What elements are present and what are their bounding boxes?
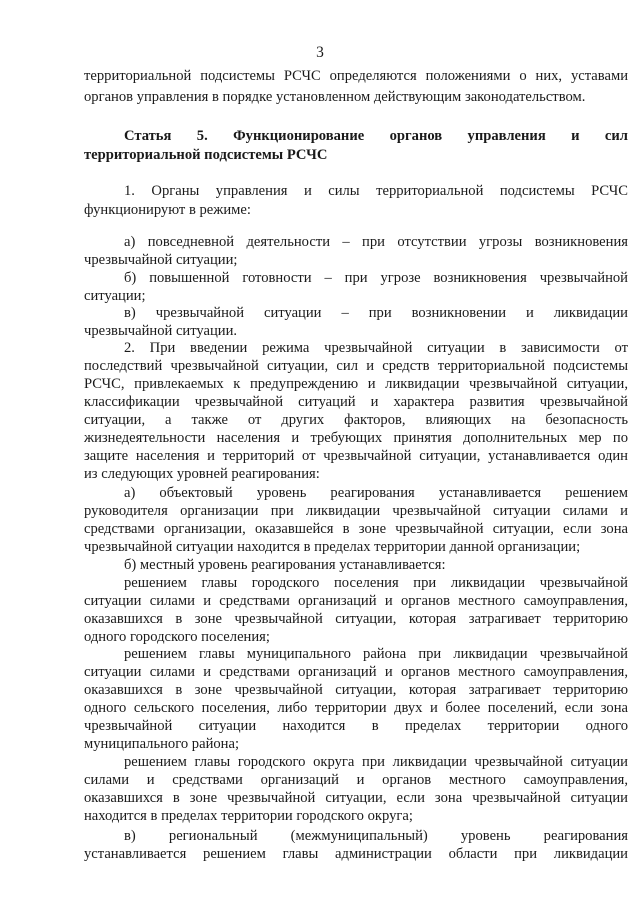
text-line: функционируют в режиме: bbox=[84, 202, 251, 218]
text-line: органов управления в порядке установленном действующим законодательством. bbox=[84, 89, 586, 105]
level-v: в) региональный (межмуниципальный) уровень реагирования bbox=[124, 828, 628, 844]
text-line: муниципального района; bbox=[84, 736, 240, 752]
text-line: чрезвычайной ситуации находится в пределах территории данной организации; bbox=[84, 539, 581, 555]
text-line: чрезвычайной ситуации; bbox=[84, 252, 238, 268]
list-item-b: б) повышенной готовности – при угрозе возникновения чрезвычайной bbox=[124, 270, 628, 286]
article-heading-cont: территориальной подсистемы РСЧС bbox=[84, 147, 328, 163]
text-line: решением главы городского поселения при ликвидации чрезвычайной bbox=[124, 575, 628, 591]
paragraph-2-start: 2. При введении режима чрезвычайной ситуации в зависимости от bbox=[124, 340, 628, 356]
text-line: территориальной подсистемы РСЧС определяются положениями о них, уставами bbox=[84, 68, 628, 84]
text-line: устанавливается решением главы администрации области при ликвидации bbox=[84, 846, 628, 862]
text-line: средствами организации, оказавшейся в зоне чрезвычайной ситуации, если зона bbox=[84, 521, 628, 537]
article-heading: Статья 5. Функционирование органов управления и сил bbox=[124, 128, 628, 144]
text-line: ситуации; bbox=[84, 288, 146, 304]
list-item-a: а) повседневной деятельности – при отсутствии угрозы возникновения bbox=[124, 234, 628, 250]
text-line: одного сельского поселения, либо территории двух и более поселений, если зона bbox=[84, 700, 628, 716]
text-line: ситуации силами и средствами организаций и органов местного самоуправления, bbox=[84, 664, 628, 680]
text-line: оказавшихся в зоне чрезвычайной ситуации, которая затрагивает территорию bbox=[84, 611, 628, 627]
text-line: чрезвычайной ситуации. bbox=[84, 323, 238, 339]
text-line: ситуации силами и средствами организаций и органов местного самоуправления, bbox=[84, 593, 628, 609]
text-line: ситуации, а также от других факторов, влияющих на безопасность bbox=[84, 412, 628, 428]
text-line: оказавшихся в зоне чрезвычайной ситуации, если зона чрезвычайной ситуации bbox=[84, 790, 628, 806]
text-line: классификации чрезвычайной ситуаций и характера развития чрезвычайной bbox=[84, 394, 628, 410]
list-item-v: в) чрезвычайной ситуации – при возникновении и ликвидации bbox=[124, 305, 628, 321]
text-line: 1. Органы управления и силы территориальной подсистемы РСЧС bbox=[124, 183, 628, 199]
text-line: решением главы городского округа при ликвидации чрезвычайной ситуации bbox=[124, 754, 628, 770]
text-line: оказавшихся в зоне чрезвычайной ситуации, которая затрагивает территорию bbox=[84, 682, 628, 698]
page-number: 3 bbox=[316, 44, 324, 61]
text-line: чрезвычайной ситуации находится в пределах территории одного bbox=[84, 718, 628, 734]
text-line: РСЧС, привлекаемых к предупреждению и ликвидации чрезвычайной ситуации, bbox=[84, 376, 628, 392]
level-a: а) объектовый уровень реагирования устанавливается решением bbox=[124, 485, 628, 501]
text-line: одного городского поселения; bbox=[84, 629, 270, 645]
text-line: решением главы муниципального района при ликвидации чрезвычайной bbox=[124, 646, 628, 662]
text-line: последствий чрезвычайной ситуации, сил и средств территориальной подсистемы bbox=[84, 358, 628, 374]
text-line: находится в пределах территории городского округа; bbox=[84, 808, 413, 824]
text-line: силами и средствами организаций и органов местного самоуправления, bbox=[84, 772, 628, 788]
level-b: б) местный уровень реагирования устанавливается: bbox=[124, 557, 446, 573]
text-line: из следующих уровней реагирования: bbox=[84, 466, 320, 482]
text-line: руководителя организации при ликвидации чрезвычайной ситуации силами и bbox=[84, 503, 628, 519]
text-line: жизнедеятельности населения и требующих принятия дополнительных мер по bbox=[84, 430, 628, 446]
text-line: защите населения и территорий от чрезвычайной ситуации, устанавливается один bbox=[84, 448, 628, 464]
